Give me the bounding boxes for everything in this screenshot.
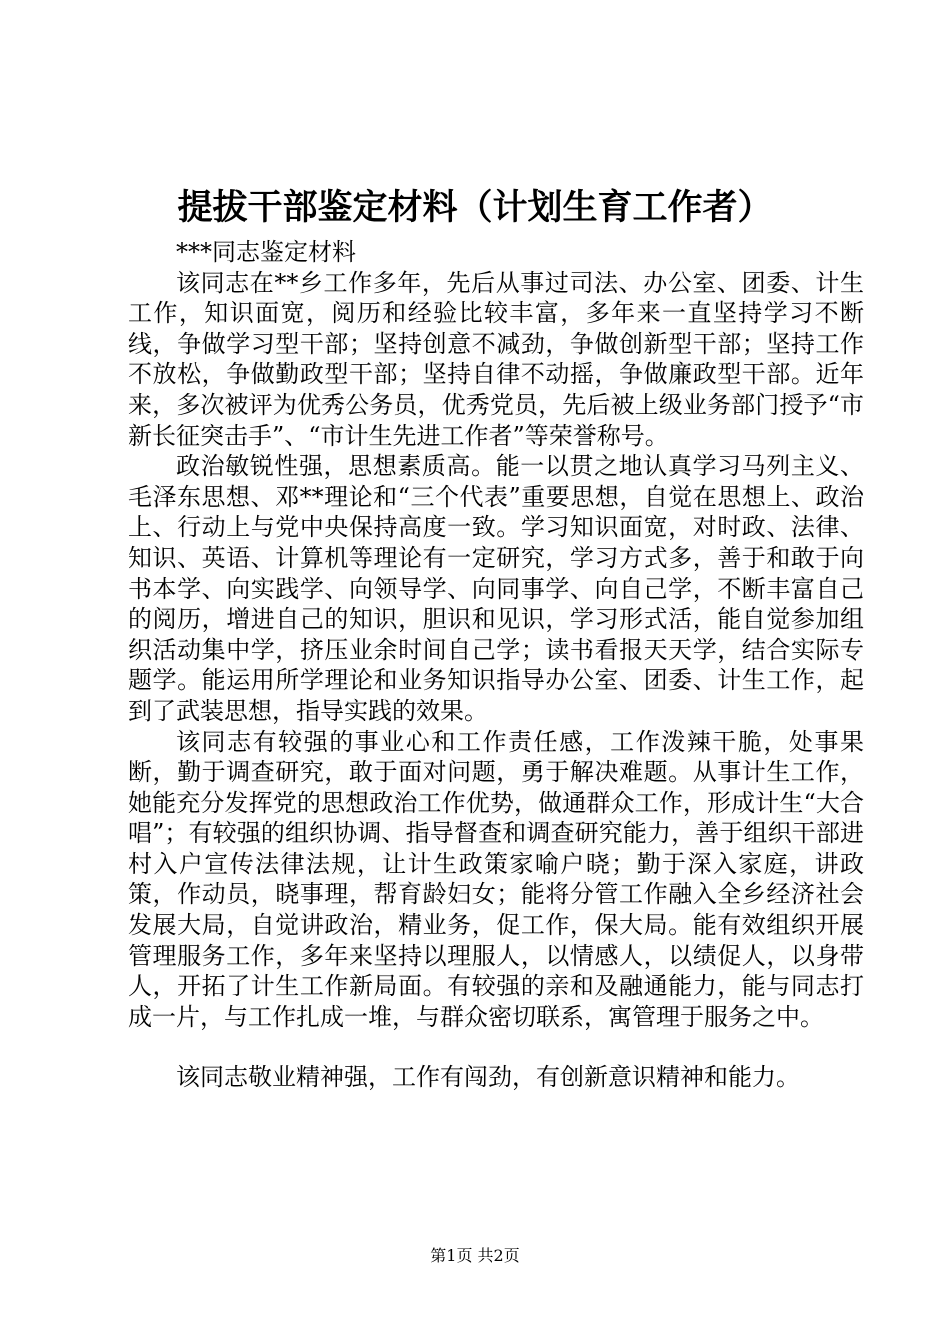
paragraph-2: 政治敏锐性强，思想素质高。能一以贯之地认真学习马列主义、毛泽东思想、邓**理论和“三个代表”重要思想，自觉在思想上、政治上、行动上与党中央保持高度一致。学习知识面宽，对时政、法律、知识、英语、计算机等理论有一定研究，学习方式多，善于和敢于向书本学、向实践学、向领导学、向同事学、向自己学，不断丰富自己的阅历，增进自己的知识，胆识和见识，学习形式活，能自觉参加组织活动集中学，挤压业余时间自己学；读书看报天天学，结合实际专题学。能运用所学理论和业务知识指导办公室、团委、计生工作，起到了武装思想，指导实践的效果。	[128, 452, 864, 725]
paragraph-3: 该同志有较强的事业心和工作责任感，工作泼辣干脆，处事果断，勤于调查研究，敢于面对问题，勇于解决难题。从事计生工作，她能充分发挥党的思想政治工作优势，做通群众工作，形成计生“大合唱”；有较强的组织协调、指导督查和调查研究能力，善于组织干部进村入户宣传法律法规，让计生政策家喻户晓；勤于深入家庭，讲政策，作动员，晓事理，帮育龄妇女；能将分管工作融入全乡经济社会发展大局，自觉讲政治，精业务，促工作，保大局。能有效组织开展管理服务工作，多年来坚持以理服人，以情感人，以绩促人，以身带人，开拓了计生工作新局面。有较强的亲和及融通能力，能与同志打成一片，与工作扎成一堆，与群众密切联系，寓管理于服务之中。	[128, 727, 864, 1031]
page-footer: 第1页 共2页	[430, 1246, 520, 1265]
document-subtitle: ***同志鉴定材料	[176, 238, 356, 266]
paragraph-4: 该同志敬业精神强，工作有闯劲，有创新意识精神和能力。	[176, 1063, 800, 1092]
document-title: 提拔干部鉴定材料（计划生育工作者）	[177, 187, 773, 228]
document-body	[128, 237, 864, 1093]
paragraph-1: 该同志在**乡工作多年，先后从事过司法、办公室、团委、计生工作，知识面宽，阅历和经验比较丰富，多年来一直坚持学习不断线，争做学习型干部；坚持创意不减劲，争做创新型干部；坚持工作不放松，争做勤政型干部；坚持自律不动摇，争做廉政型干部。近年来，多次被评为优秀公务员，优秀党员，先后被上级业务部门授予“市新长征突击手”、“市计生先进工作者”等荣誉称号。	[128, 268, 864, 450]
